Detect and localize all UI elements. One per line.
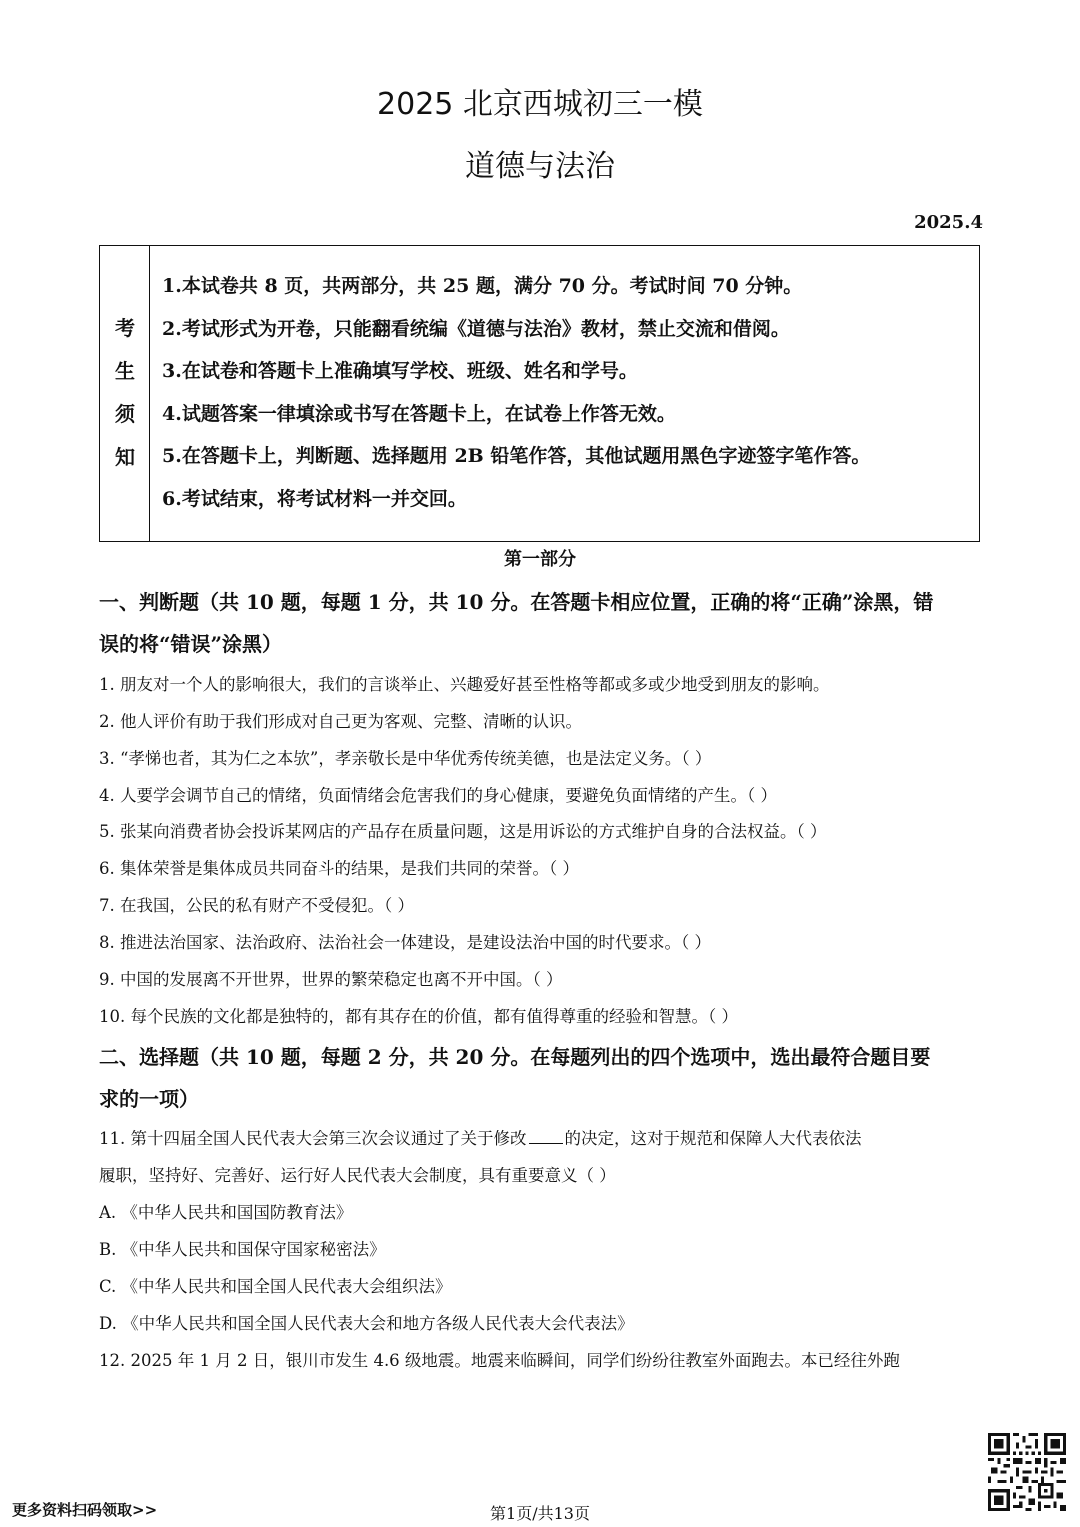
part-title: 第一部分	[504, 549, 576, 570]
question-7: 7. 在我国，公民的私有财产不受侵犯。（ ）	[99, 896, 414, 915]
question-5: 5. 张某向消费者协会投诉某网店的产品存在质量问题，这是用诉讼的方式维护自身的合法权益。（ ）	[99, 822, 827, 841]
option-a: A. 《中华人民共和国国防教育法》	[99, 1203, 353, 1222]
question-1: 1. 朋友对一个人的影响很大，我们的言谈举止、兴趣爱好甚至性格等都或多或少地受到朋友的影响。	[99, 675, 830, 694]
notice-label-char: 生	[115, 359, 135, 383]
question-3: 3. “孝悌也者，其为仁之本欤”，孝亲敬长是中华优秀传统美德，也是法定义务。（ ）	[99, 749, 712, 768]
option-b: B. 《中华人民共和国保守国家秘密法》	[99, 1240, 386, 1259]
question-2: 2. 他人评价有助于我们形成对自己更为客观、完整、清晰的认识。	[99, 712, 582, 731]
question-9: 9. 中国的发展离不开世界，世界的繁荣稳定也离不开中国。（ ）	[99, 970, 563, 989]
section1-heading-line2: 误的将“错误”涂黑）	[99, 632, 283, 656]
question-6: 6. 集体荣誉是集体成员共同奋斗的结果，是我们共同的荣誉。（ ）	[99, 859, 579, 878]
option-d: D. 《中华人民共和国全国人民代表大会和地方各级人民代表大会代表法》	[99, 1314, 634, 1333]
exam-title: 2025 北京西城初三一模	[377, 87, 703, 122]
section1-heading-line1: 一、判断题（共 10 题，每题 1 分，共 10 分。在答题卡相应位置，正确的将“正确”涂黑，错	[99, 590, 934, 614]
notice-label	[100, 246, 150, 541]
question-11-line1	[99, 1127, 984, 1151]
question-11-line2: 履职，坚持好、完善好、运行好人民代表大会制度，具有重要意义（ ）	[99, 1166, 616, 1185]
page-number: 第1页/共13页	[490, 1504, 590, 1523]
notice-label-char: 须	[115, 402, 135, 426]
question-8: 8. 推进法治国家、法治政府、法治社会一体建设，是建设法治中国的时代要求。（ ）	[99, 933, 711, 952]
section2-heading-line1: 二、选择题（共 10 题，每题 2 分，共 20 分。在每题列出的四个选项中，选出最符合题目要	[99, 1045, 931, 1069]
footer-promo-text[interactable]: 更多资料扫码领取>>	[12, 1501, 158, 1519]
exam-date: 2025.4	[914, 212, 983, 233]
notice-label-char: 知	[115, 445, 135, 469]
question-12-line1: 12. 2025 年 1 月 2 日，银川市发生 4.6 级地震。地震来临瞬间，同学们纷纷往教室外面跑去。本已经往外跑	[99, 1351, 900, 1370]
question-11-text-a: 11. 第十四届全国人民代表大会第三次会议通过了关于修改	[99, 1129, 527, 1148]
notice-label-char: 考	[115, 316, 135, 340]
notice-item: 5.在答题卡上，判断题、选择题用 2B 铅笔作答，其他试题用黑色字迹签字笔作答。	[162, 445, 871, 467]
notice-items	[162, 267, 969, 522]
notice-item: 1.本试卷共 8 页，共两部分，共 25 题，满分 70 分。考试时间 70 分钟。	[162, 275, 803, 297]
notice-item: 6.考试结束，将考试材料一并交回。	[162, 487, 467, 510]
exam-notice-box	[99, 245, 980, 542]
notice-item: 2.考试形式为开卷，只能翻看统编《道德与法治》教材，禁止交流和借阅。	[162, 317, 790, 340]
subject-title: 道德与法治	[465, 149, 615, 184]
question-10: 10. 每个民族的文化都是独特的，都有其存在的价值，都有值得尊重的经验和智慧。（ ）	[99, 1007, 738, 1026]
fill-blank	[529, 1127, 563, 1144]
section2-heading-line2: 求的一项）	[99, 1087, 199, 1111]
notice-item: 4.试题答案一律填涂或书写在答题卡上，在试卷上作答无效。	[162, 402, 676, 425]
question-11-text-b: 的决定，这对于规范和保障人大代表依法	[564, 1129, 862, 1148]
qr-code-icon[interactable]	[988, 1433, 1066, 1511]
question-4: 4. 人要学会调节自己的情绪，负面情绪会危害我们的身心健康，要避免负面情绪的产生。（ ）	[99, 786, 777, 805]
option-c: C. 《中华人民共和国全国人民代表大会组织法》	[99, 1277, 452, 1296]
notice-item: 3.在试卷和答题卡上准确填写学校、班级、姓名和学号。	[162, 360, 638, 382]
